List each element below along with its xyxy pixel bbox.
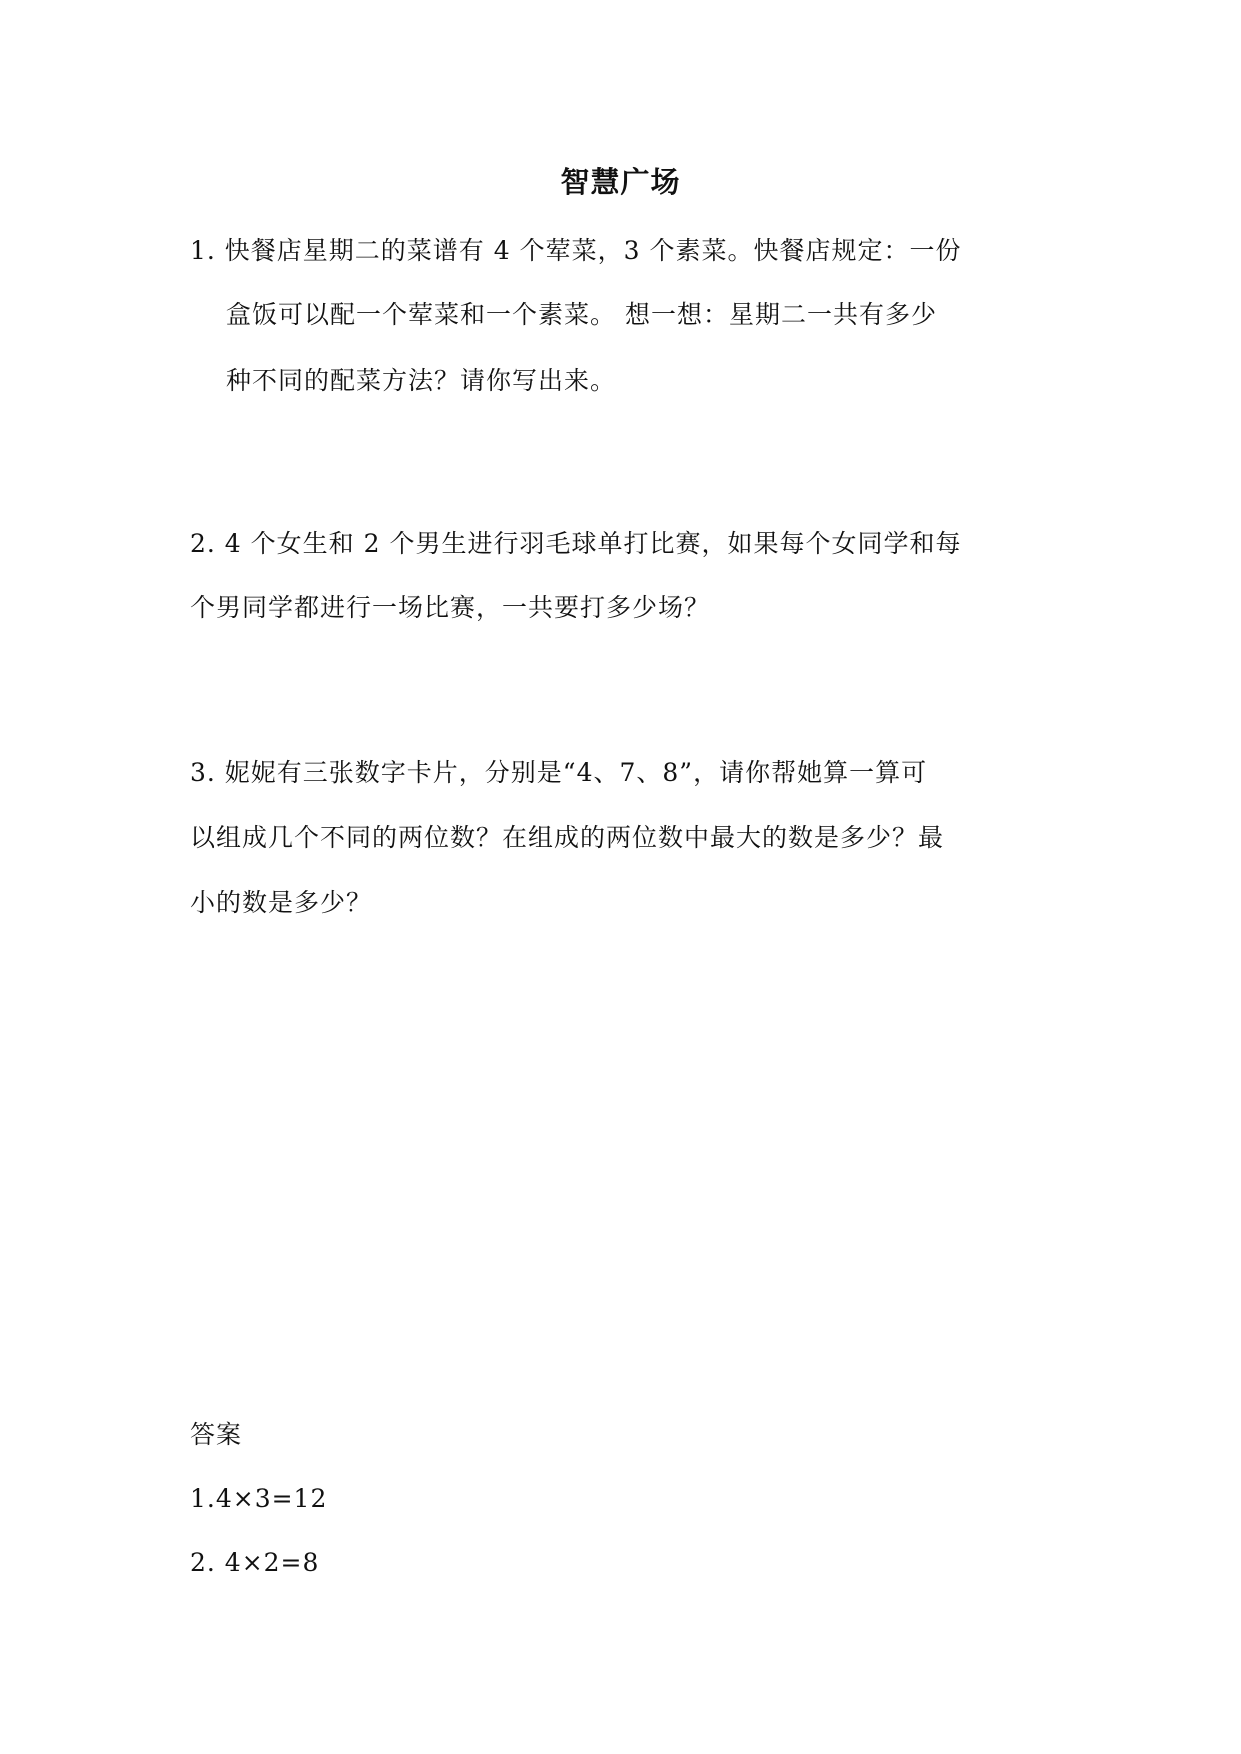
question-1-line-2: 盒饭可以配一个荤菜和一个素菜。 想一想：星期二一共有多少 bbox=[226, 300, 937, 329]
page-title: 智慧广场 bbox=[560, 165, 681, 199]
answer-2: 2. 4×2=8 bbox=[190, 1548, 320, 1577]
question-3-line-2: 以组成几个不同的两位数？在组成的两位数中最大的数是多少？最 bbox=[190, 823, 945, 852]
question-1-line-3: 种不同的配菜方法？请你写出来。 bbox=[226, 366, 617, 395]
answer-1: 1.4×3=12 bbox=[190, 1484, 328, 1513]
answers-heading: 答案 bbox=[190, 1420, 243, 1449]
question-2-line-1: 2. 4 个女生和 2 个男生进行羽毛球单打比赛，如果每个女同学和每 bbox=[190, 529, 962, 558]
question-3-line-1: 3. 妮妮有三张数字卡片，分别是“4、7、8”，请你帮她算一算可 bbox=[190, 758, 928, 787]
question-2-line-2: 个男同学都进行一场比赛，一共要打多少场？ bbox=[190, 593, 711, 622]
question-3-line-3: 小的数是多少？ bbox=[190, 888, 373, 917]
question-1-line-1: 1. 快餐店星期二的菜谱有 4 个荤菜，3 个素菜。快餐店规定：一份 bbox=[190, 236, 962, 265]
